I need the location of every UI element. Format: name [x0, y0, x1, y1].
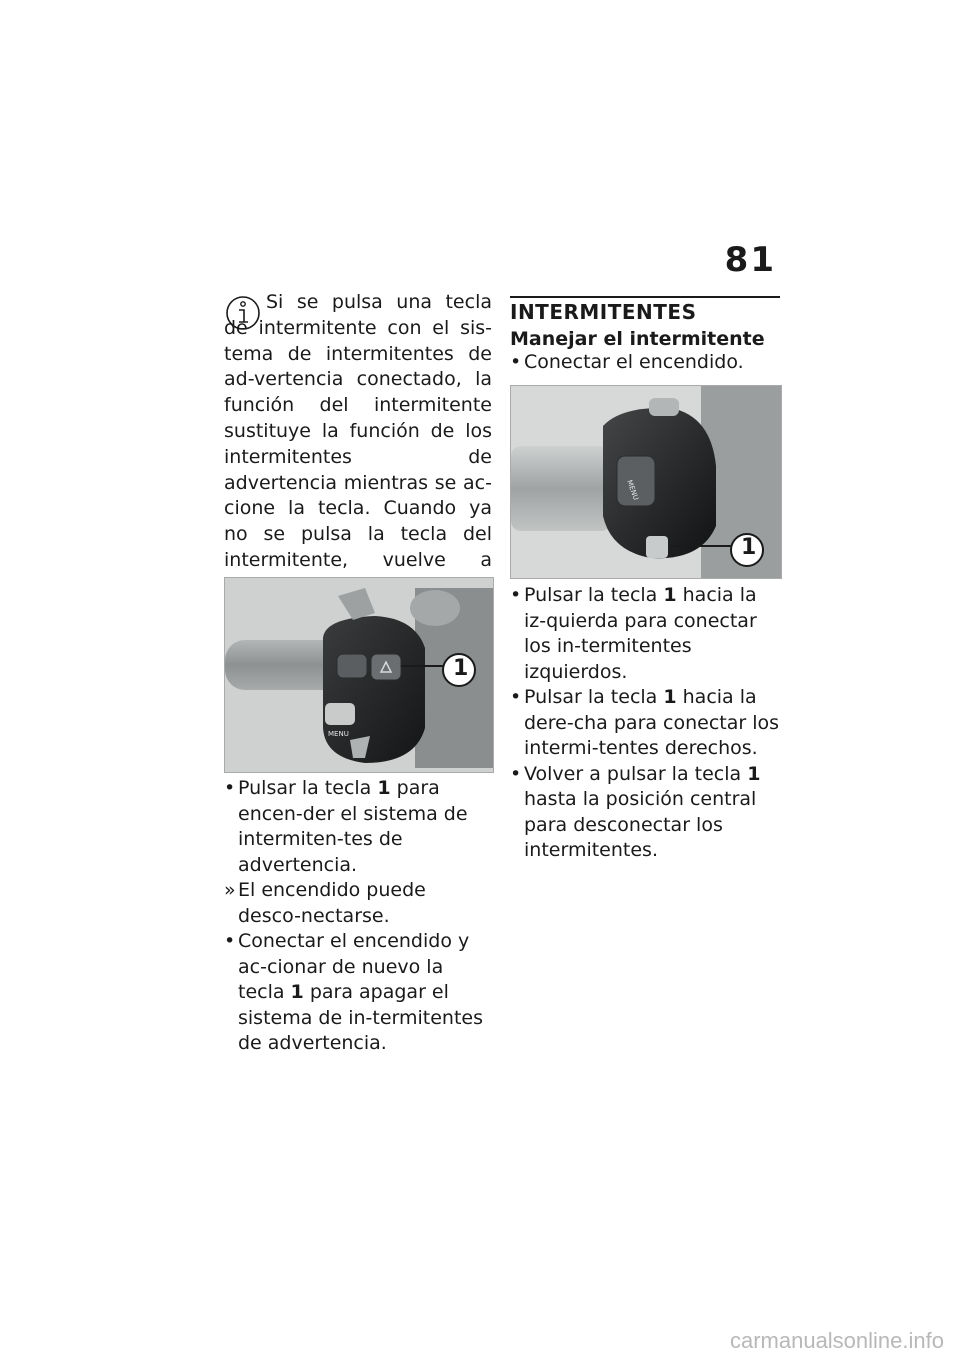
step-text-pre: Pulsar la tecla	[524, 584, 664, 606]
section-title: INTERMITENTES	[510, 300, 697, 324]
right-steps	[510, 583, 782, 864]
intro-text: Conectar el encendido.	[524, 351, 744, 373]
step-text-pre: Conectar el encendido y ac-cionar de nuevo la tecla	[238, 930, 470, 1003]
list-item	[224, 878, 494, 929]
section-rule	[510, 296, 780, 298]
left-steps	[224, 776, 494, 1057]
bullet-marker: »	[224, 879, 236, 901]
svg-text:MENU: MENU	[625, 478, 640, 502]
step-text-post: hasta la posición central para desconectar los intermitentes.	[524, 788, 757, 861]
list-item	[224, 776, 494, 878]
key-reference: 1	[290, 981, 304, 1003]
bullet-marker: •	[510, 351, 522, 373]
step-text-pre: El encendido puede desco-nectarse.	[238, 879, 426, 927]
list-item	[510, 685, 782, 762]
key-reference: 1	[663, 686, 677, 708]
turn-signal-switch-figure	[510, 385, 782, 579]
key-reference: 1	[747, 762, 761, 785]
step-text-pre: Volver a pulsar la tecla	[524, 762, 748, 785]
step-text-post: para apagar el sistema de in-termitentes de advertencia.	[238, 981, 483, 1054]
callout-1-label: 1	[741, 535, 757, 560]
section-subtitle: Manejar el intermitente	[510, 328, 765, 350]
bullet-marker: •	[510, 584, 522, 606]
bullet-marker: •	[510, 762, 522, 785]
key-reference: 1	[663, 584, 677, 606]
step-text-pre: Pulsar la tecla	[238, 777, 378, 799]
intro-step	[510, 350, 782, 376]
step-text-pre: Pulsar la tecla	[524, 686, 664, 708]
list-item	[224, 929, 494, 1057]
list-item	[510, 762, 782, 864]
callout-1-label: 1	[453, 656, 469, 681]
step-text-post: hacia la iz-quierda para conectar los in-termitentes izquierdos.	[524, 584, 757, 683]
list-item	[510, 583, 782, 685]
step-text-post: hacia la dere-cha para conectar los intermi-tentes derechos.	[524, 686, 780, 759]
bullet-marker: •	[510, 686, 522, 708]
page-number: 81	[724, 240, 776, 280]
svg-text:MENU: MENU	[328, 730, 349, 738]
step-text-post: para encen-der el sistema de intermiten-tes de advertencia.	[238, 777, 468, 876]
bullet-marker: •	[224, 777, 236, 799]
key-reference: 1	[377, 777, 391, 799]
info-note-text: Si se pulsa una tecla de intermitente con el sis-tema de intermitentes de ad-vertencia conectado, la función del intermitente sustituye la función de los intermitentes de advertencia mientras se ac-cione la tecla. Cuando ya no se pulsa la tecla del intermitente, vuelve a	[224, 291, 492, 571]
list-item	[510, 350, 782, 376]
bullet-marker: •	[224, 930, 236, 952]
watermark: carmanualsonline.info	[729, 1328, 944, 1353]
hazard-switch-figure	[224, 577, 494, 773]
